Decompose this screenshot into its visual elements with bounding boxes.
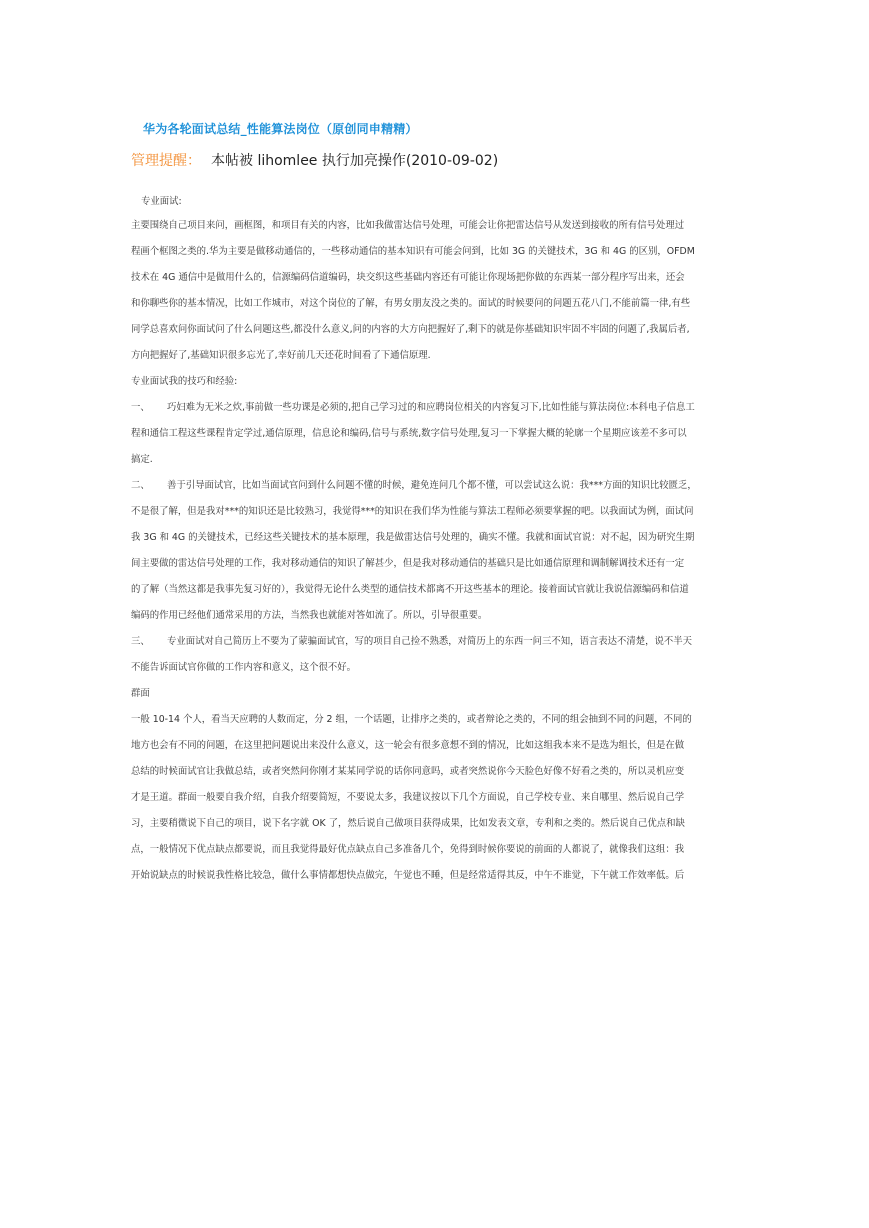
text-line: 专业面试: bbox=[141, 196, 182, 207]
list-item bbox=[131, 474, 741, 500]
text-line: 编码的作用已经他们通常采用的方法，当然我也就能对答如流了。所以，引导很重要。 bbox=[131, 610, 488, 621]
text-line: 主要围绕自己项目来问，画框图，和项目有关的内容，比如我做雷达信号处理，可能会让你把雷达信号从发送到接收的所有信号处理过 bbox=[131, 220, 685, 231]
text-line: 和你聊些你的基本情况，比如工作城市，对这个岗位的了解，有男女朋友没之类的。面试的时候要问的问题五花八门,不能前篇一律,有些 bbox=[131, 298, 691, 309]
text-line: 点，一般情况下优点缺点都要说，而且我觉得最好优点缺点自己多准备几个，免得到时候你要说的前面的人都说了，就像我们这组：我 bbox=[131, 844, 685, 855]
text-line: 巧妇难为无米之炊,事前做一些功课是必须的,把自己学习过的和应聘岗位相关的内容复习下,比如性能与算法岗位:本科电子信息工 bbox=[167, 402, 695, 413]
text-line: 不能告诉面试官你做的工作内容和意义，这个很不好。 bbox=[131, 662, 357, 673]
text-line: 才是王道。群面一般要自我介绍，自我介绍要简短，不要说太多，我建议按以下几个方面说，自己学校专业、来自哪里、然后说自己学 bbox=[131, 792, 685, 803]
post-title: 华为各轮面试总结_性能算法岗位（原创同申精精） bbox=[143, 122, 418, 136]
text-line: 程和通信工程这些课程肯定学过,通信原理，信息论和编码,信号与系统,数字信号处理,复习一下掌握大概的轮廓一个星期应该差不多可以 bbox=[131, 428, 687, 439]
text-line: 不是很了解，但是我对***的知识还是比较熟习，我觉得***的知识在我们华为性能与算法工程师必须要掌握的吧。以我面试为例，面试问 bbox=[131, 506, 694, 517]
text-line: 专业面试对自己简历上不要为了蒙骗面试官，写的项目自己捡不熟悉，对简历上的东西一问三不知，语言表达不清楚，说不半天 bbox=[167, 636, 693, 647]
admin-notice-label: 管理提醒： bbox=[131, 153, 201, 169]
text-line: 间主要做的雷达信号处理的工作，我对移动通信的知识了解甚少，但是我对移动通信的基础只是比如通信原理和调制解调技术还有一定 bbox=[131, 558, 685, 569]
text-line: 开始说缺点的时候说我性格比较急，做什么事情都想快点做完，午觉也不睡，但是经常适得其反，中午不谁觉，下午就工作效率低。后 bbox=[131, 870, 685, 881]
list-marker: 二、 bbox=[131, 480, 150, 491]
admin-notice bbox=[131, 150, 498, 170]
post-body bbox=[131, 190, 741, 890]
text-line: 程画个框图之类的.华为主要是做移动通信的，一些移动通信的基本知识有可能会问到，比如 3G 的关键技术，3G 和 4G 的区别，OFDM bbox=[131, 246, 695, 257]
text-line: 总结的时候面试官让我做总结，或者突然问你刚才某某同学说的话你同意吗，或者突然说你今天脸色好像不好看之类的，所以灵机应变 bbox=[131, 766, 685, 777]
text-line: 专业面试我的技巧和经验: bbox=[131, 376, 238, 387]
list-marker: 一、 bbox=[131, 402, 150, 413]
text-line: 善于引导面试官，比如当面试官问到什么问题不懂的时候，避免连问几个都不懂，可以尝试这么说：我***方面的知识比较匮乏， bbox=[167, 480, 697, 491]
list-marker: 三、 bbox=[131, 636, 150, 647]
text-line: 我 3G 和 4G 的关键技术，已经这些关键技术的基本原理，我是做雷达信号处理的，确实不懂。我就和面试官说：对不起，因为研究生期 bbox=[131, 532, 695, 543]
text-line: 方向把握好了,基础知识很多忘光了,幸好前几天还花时间看了下通信原理. bbox=[131, 350, 431, 361]
text-line: 的了解（当然这都是我事先复习好的），我觉得无论什么类型的通信技术都离不开这些基本的理论。接着面试官就让我说信源编码和信道 bbox=[131, 584, 689, 595]
text-line: 习，主要稍微说下自己的项目，说下名字就 OK 了，然后说自己做项目获得成果，比如发表文章，专利和之类的。然后说自己优点和缺 bbox=[131, 818, 685, 829]
section-heading: 群面 bbox=[131, 688, 150, 699]
admin-notice-message: 本帖被 lihomlee 执行加亮操作(2010-09-02) bbox=[211, 153, 499, 169]
text-line: 一般 10-14 个人，看当天应聘的人数而定，分 2 组，一个话题，让排序之类的，或者辩论之类的，不同的组会抽到不同的问题，不同的 bbox=[131, 714, 692, 725]
text-line: 搞定. bbox=[131, 454, 153, 465]
list-item bbox=[131, 396, 741, 422]
text-line: 技术在 4G 通信中是做用什么的，信源编码信道编码，块交织这些基础内容还有可能让你现场把你做的东西某一部分程序写出来，还会 bbox=[131, 272, 685, 283]
text-line: 地方也会有不同的问题，在这里把问题说出来没什么意义，这一轮会有很多意想不到的情况，比如这组我本来不是选为组长，但是在做 bbox=[131, 740, 685, 751]
list-item bbox=[131, 630, 741, 656]
text-line: 同学总喜欢问你面试问了什么问题这些,都没什么意义,问的内容的大方向把握好了,剩下的就是你基础知识牢固不牢固的问题了,我属后者, bbox=[131, 324, 690, 335]
